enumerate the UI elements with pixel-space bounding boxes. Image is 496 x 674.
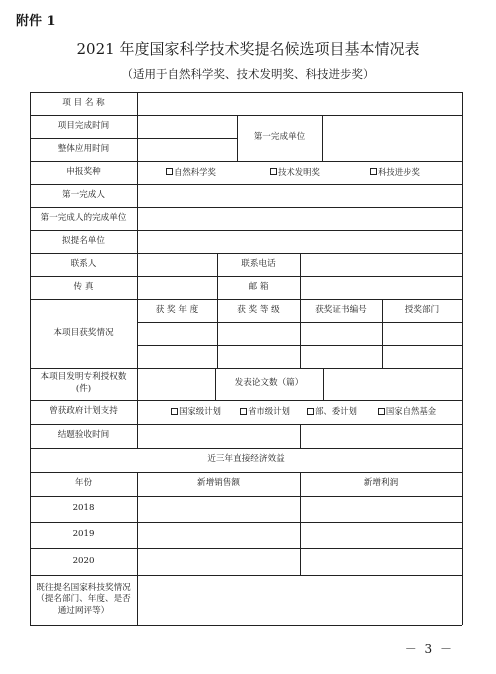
benefit-header-profit: 新增利润 bbox=[363, 478, 399, 489]
previous-nominations-line: （提名部门、年度、是否 bbox=[36, 594, 131, 605]
checkbox-icon[interactable] bbox=[370, 168, 377, 175]
phone-field[interactable] bbox=[302, 255, 460, 274]
patents-label bbox=[30, 368, 137, 400]
award-option-label: 自然科学奖 bbox=[174, 166, 216, 177]
gov-option-provincial[interactable] bbox=[232, 400, 298, 424]
table-rule bbox=[300, 424, 301, 448]
gov-support-label: 曾获政府计划支持 bbox=[49, 406, 118, 417]
phone-label: 联系电话 bbox=[241, 258, 276, 269]
award-option-natural-science[interactable] bbox=[137, 161, 245, 184]
gov-option-ministry[interactable] bbox=[298, 400, 366, 424]
table-rule bbox=[137, 92, 138, 448]
completion-time-label: 项目完成时间 bbox=[57, 120, 110, 131]
awards-header-department: 授奖部门 bbox=[404, 304, 440, 315]
checkbox-icon[interactable] bbox=[166, 168, 173, 175]
papers-label: 发表论文数（篇） bbox=[234, 378, 304, 389]
awards-header-certificate: 获奖证书编号 bbox=[315, 304, 367, 315]
nominator-label: 拟提名单位 bbox=[62, 235, 105, 246]
gov-option-label: 省市级计划 bbox=[248, 406, 290, 417]
fax-field[interactable] bbox=[139, 278, 215, 297]
contact-field[interactable] bbox=[139, 255, 215, 274]
postcode-field[interactable] bbox=[302, 278, 460, 297]
table-rule bbox=[323, 368, 324, 400]
first-unit-field[interactable] bbox=[324, 117, 460, 159]
papers-count-field[interactable] bbox=[325, 370, 460, 398]
patents-label-line: (件) bbox=[75, 384, 92, 394]
patents-label-line: 本项目发明专利授权数 bbox=[40, 372, 127, 383]
gov-option-national[interactable] bbox=[160, 400, 232, 424]
checkbox-icon[interactable] bbox=[171, 408, 178, 415]
benefit-year-cell: 2018 bbox=[72, 503, 95, 514]
benefit-header-year: 年份 bbox=[74, 478, 93, 489]
first-person-unit-field[interactable] bbox=[139, 209, 459, 228]
form-title: 2021 年度国家科学技术奖提名候选项目基本情况表 bbox=[76, 40, 420, 58]
checkbox-icon[interactable] bbox=[240, 408, 247, 415]
gov-option-label: 国家自然基金 bbox=[385, 406, 437, 417]
page-number: － 3 － bbox=[404, 642, 454, 656]
table-rule bbox=[462, 92, 463, 625]
application-time-label: 整体应用时间 bbox=[57, 143, 110, 154]
first-unit-label: 第一完成单位 bbox=[253, 132, 306, 143]
postcode-label: 邮 箱 bbox=[248, 281, 269, 292]
benefit-year-cell: 2019 bbox=[72, 529, 95, 540]
checkbox-icon[interactable] bbox=[270, 168, 277, 175]
fax-label: 传 真 bbox=[73, 281, 94, 292]
form-subtitle: （适用于自然科学奖、技术发明奖、科技进步奖） bbox=[121, 67, 375, 81]
patents-count-field[interactable] bbox=[139, 370, 213, 398]
application-time-field[interactable] bbox=[139, 140, 235, 159]
project-name-field[interactable] bbox=[139, 94, 459, 113]
project-name-label: 项 目 名 称 bbox=[62, 97, 105, 108]
previous-nominations-label bbox=[30, 575, 137, 625]
award-option-label: 科技进步奖 bbox=[378, 166, 420, 177]
awards-history-label: 本项目获奖情况 bbox=[53, 327, 114, 338]
acceptance-time-label: 结题验收时间 bbox=[57, 430, 110, 441]
completion-time-field[interactable] bbox=[139, 117, 235, 136]
benefit-year-cell: 2020 bbox=[72, 555, 95, 566]
first-person-unit-label: 第一完成人的完成单位 bbox=[40, 212, 127, 223]
first-person-field[interactable] bbox=[139, 186, 459, 205]
award-option-sci-tech-progress[interactable] bbox=[345, 161, 445, 184]
benefit-section-title: 近三年直接经济效益 bbox=[207, 454, 285, 465]
awards-header-level: 获 奖 等 级 bbox=[237, 304, 280, 315]
checkbox-icon[interactable] bbox=[307, 408, 314, 415]
first-person-label: 第一完成人 bbox=[62, 189, 105, 200]
table-rule bbox=[300, 253, 301, 299]
previous-nominations-line: 通过网评等） bbox=[57, 605, 110, 616]
annex-label: 附件 1 bbox=[16, 14, 56, 29]
previous-nominations-field[interactable] bbox=[139, 577, 460, 623]
awards-header-year: 获 奖 年 度 bbox=[155, 304, 199, 315]
contact-label: 联系人 bbox=[70, 258, 97, 269]
benefit-header-sales: 新增销售额 bbox=[197, 478, 240, 489]
nominator-field[interactable] bbox=[139, 232, 459, 251]
table-rule bbox=[30, 625, 462, 626]
table-rule bbox=[322, 115, 323, 161]
gov-option-label: 国家级计划 bbox=[179, 406, 221, 417]
award-type-label: 申报奖种 bbox=[66, 166, 101, 177]
checkbox-icon[interactable] bbox=[378, 408, 385, 415]
previous-nominations-line: 既往提名国家科技奖情况 bbox=[36, 582, 131, 593]
award-option-label: 技术发明奖 bbox=[278, 166, 320, 177]
acceptance-time-field[interactable] bbox=[139, 426, 298, 446]
gov-option-label: 部、委计划 bbox=[315, 406, 357, 417]
gov-option-nsfc[interactable] bbox=[366, 400, 448, 424]
award-option-technical-invention[interactable] bbox=[245, 161, 345, 184]
